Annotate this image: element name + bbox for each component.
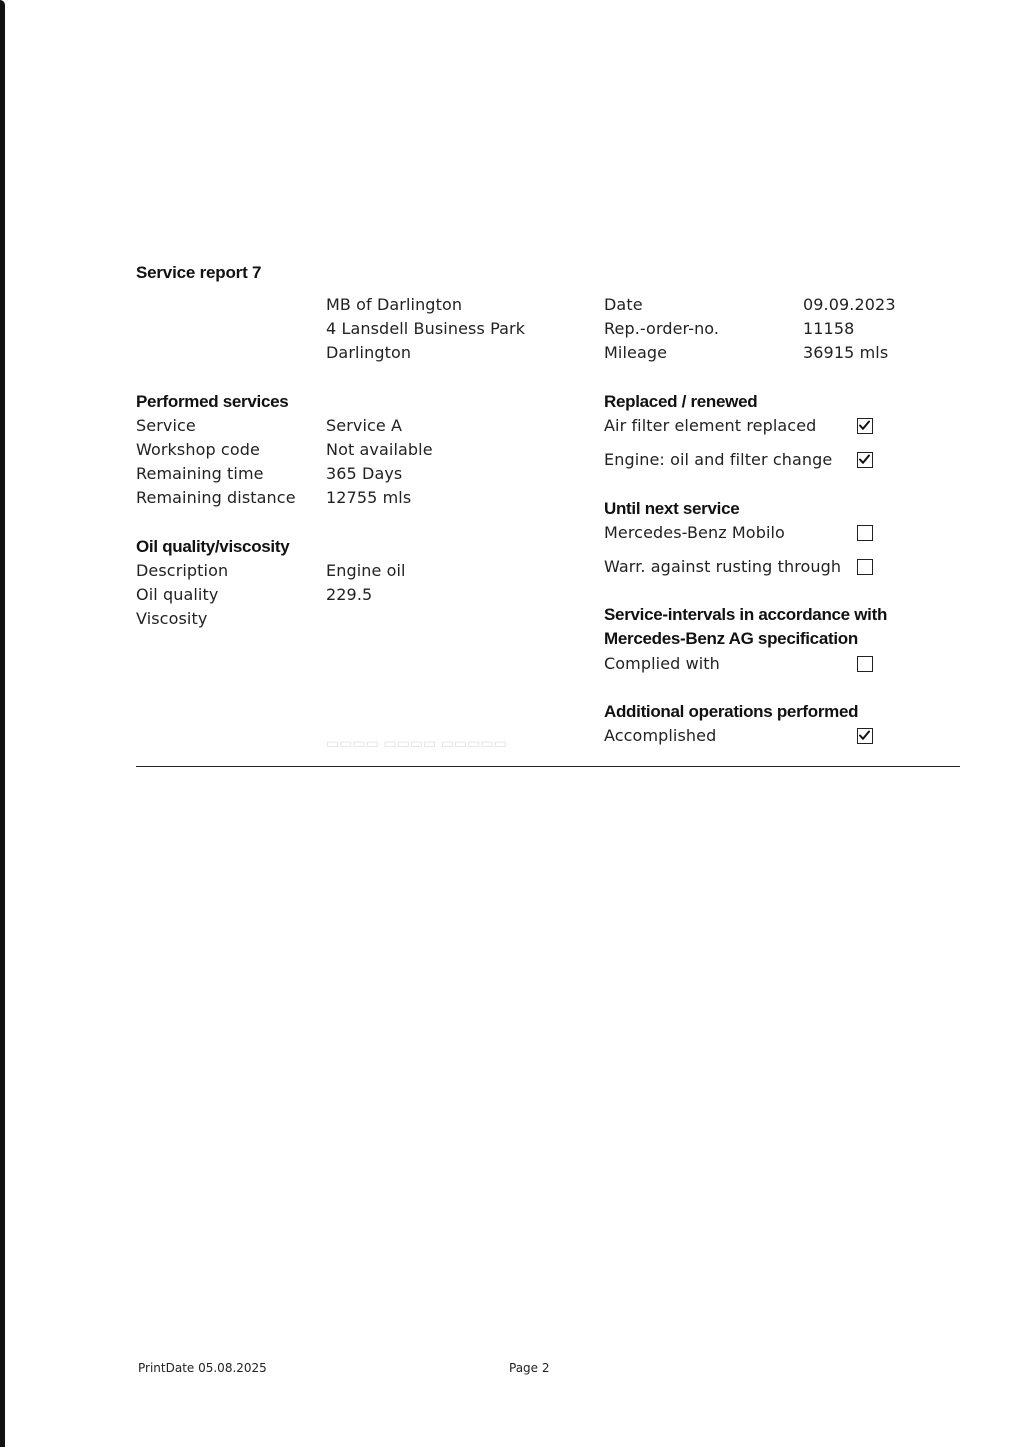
oil-quality-value: 229.5 (326, 585, 373, 604)
dealer-city: Darlington (326, 343, 412, 362)
date-value: 09.09.2023 (803, 295, 896, 314)
date-label: Date (604, 295, 643, 314)
dealer-name: MB of Darlington (326, 295, 463, 314)
oil-filter-change-checkbox[interactable] (857, 452, 873, 468)
remaining-time-label: Remaining time (136, 464, 264, 483)
workshop-code-value: Not available (326, 440, 433, 459)
workshop-code-label: Workshop code (136, 440, 260, 459)
service-intervals-heading-line2: Mercedes-Benz AG specification (604, 629, 858, 648)
rust-warranty-checkbox[interactable] (857, 559, 873, 575)
complied-with-label: Complied with (604, 654, 720, 673)
until-next-service-heading: Until next service (604, 499, 740, 518)
page-number: Page 2 (509, 1361, 550, 1375)
additional-operations-heading: Additional operations performed (604, 702, 859, 721)
checkmark-icon (858, 419, 871, 432)
service-label: Service (136, 416, 196, 435)
oil-filter-change-label: Engine: oil and filter change (604, 450, 833, 469)
oil-quality-label: Oil quality (136, 585, 219, 604)
oil-description-label: Description (136, 561, 229, 580)
remaining-distance-label: Remaining distance (136, 488, 296, 507)
scan-edge (0, 0, 5, 1447)
service-value: Service A (326, 416, 403, 435)
replaced-renewed-heading: Replaced / renewed (604, 392, 758, 411)
remaining-distance-value: 12755 mls (326, 488, 412, 507)
performed-services-heading: Performed services (136, 392, 289, 411)
mileage-label: Mileage (604, 343, 668, 362)
oil-quality-heading: Oil quality/viscosity (136, 537, 290, 556)
air-filter-checkbox[interactable] (857, 418, 873, 434)
mobilo-label: Mercedes-Benz Mobilo (604, 523, 785, 542)
accomplished-label: Accomplished (604, 726, 717, 745)
mileage-value: 36915 mls (803, 343, 889, 362)
print-date: PrintDate 05.08.2025 (138, 1361, 267, 1375)
oil-description-value: Engine oil (326, 561, 406, 580)
air-filter-label: Air filter element replaced (604, 416, 817, 435)
mobilo-checkbox[interactable] (857, 525, 873, 541)
bleed-through-artifact: ▭▭▭▭▭ ▭▭▭▭ ▭▭▭▭ (326, 736, 507, 752)
service-intervals-heading-line1: Service-intervals in accordance with (604, 605, 888, 624)
remaining-time-value: 365 Days (326, 464, 403, 483)
accomplished-checkbox[interactable] (857, 728, 873, 744)
report-title: Service report 7 (136, 263, 262, 282)
viscosity-label: Viscosity (136, 609, 208, 628)
order-value: 11158 (803, 319, 855, 338)
checkmark-icon (858, 453, 871, 466)
section-divider (136, 766, 960, 767)
complied-with-checkbox[interactable] (857, 656, 873, 672)
dealer-address: 4 Lansdell Business Park (326, 319, 526, 338)
checkmark-icon (858, 729, 871, 742)
order-label: Rep.-order-no. (604, 319, 720, 338)
rust-warranty-label: Warr. against rusting through (604, 557, 842, 576)
